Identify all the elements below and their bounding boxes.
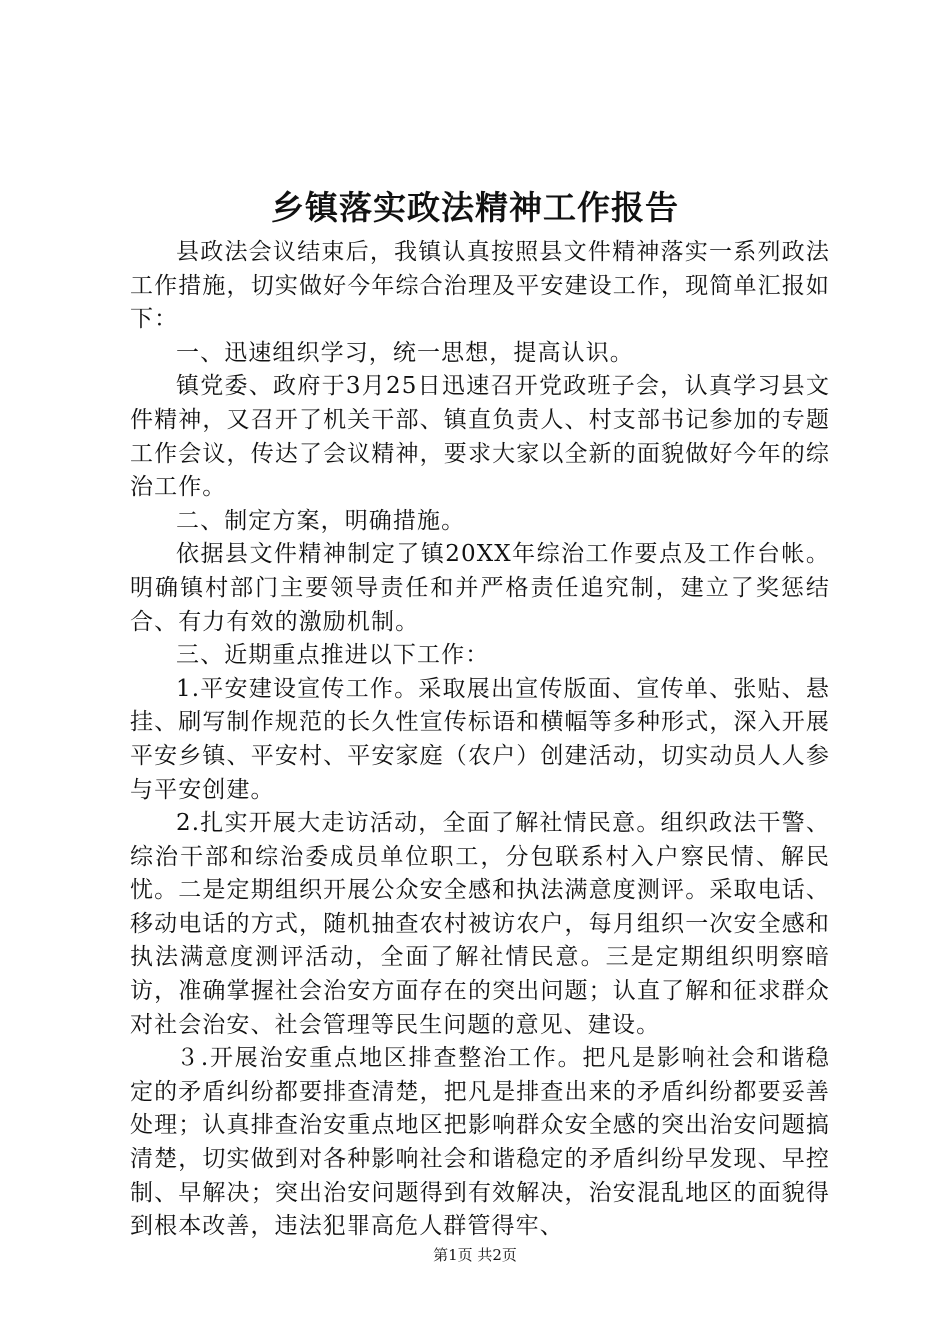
page-footer: 第1页 共2页 xyxy=(433,1246,517,1264)
paragraph-intro: 县政法会议结束后，我镇认真按照县文件精神落实一系列政法工作措施，切实做好今年综合治理及平安建设工作，现简单汇报如下： xyxy=(130,239,830,333)
heading-section-1: 一、迅速组织学习，统一思想，提高认识。 xyxy=(176,339,634,366)
document-title: 乡镇落实政法精神工作报告 xyxy=(271,188,679,227)
heading-section-3: 三、近期重点推进以下工作： xyxy=(176,642,490,669)
paragraph-item-3: ３.开展治安重点地区排查整治工作。把凡是影响社会和谐稳定的矛盾纠纷都要排查清楚，把凡是排查出来的矛盾纠纷都要妥善处理；认真排查治安重点地区把影响群众安全感的突出治安问题搞清楚，切实做到对各种影响社会和谐稳定的矛盾纠纷早发现、早控制、早解决；突出治安问题得到有效解决，治安混乱地区的面貌得到根本改善，违法犯罪高危人群管得牢、 xyxy=(130,1045,830,1240)
document-body xyxy=(130,236,830,1244)
heading-section-2: 二、制定方案，明确措施。 xyxy=(176,507,466,534)
paragraph-section-2: 依据县文件精神制定了镇20XX年综治工作要点及工作台帐。明确镇村部门主要领导责任和并严格责任追究制，建立了奖惩结合、有力有效的激励机制。 xyxy=(130,541,830,635)
paragraph-item-1: 1.平安建设宣传工作。采取展出宣传版面、宣传单、张贴、悬挂、刷写制作规范的长久性宣传标语和横幅等多种形式，深入开展平安乡镇、平安村、平安家庭（农户）创建活动，切实动员人人参与平安创建。 xyxy=(130,675,830,803)
paragraph-item-2: 2.扎实开展大走访活动，全面了解社情民意。组织政法干警、综治干部和综治委成员单位职工，分包联系村入户察民情、解民忧。二是定期组织开展公众安全感和执法满意度测评。采取电话、移动电话的方式，随机抽查农村被访农户，每月组织一次安全感和执法满意度测评活动，全面了解社情民意。三是定期组织明察暗访，准确掌握社会治安方面存在的突出问题；认直了解和征求群众对社会治安、社会管理等民生问题的意见、建设。 xyxy=(130,810,830,1038)
paragraph-section-1: 镇党委、政府于3月25日迅速召开党政班子会，认真学习县文件精神，又召开了机关干部、镇直负责人、村支部书记参加的专题工作会议，传达了会议精神，要求大家以全新的面貌做好今年的综治工作。 xyxy=(130,373,830,501)
